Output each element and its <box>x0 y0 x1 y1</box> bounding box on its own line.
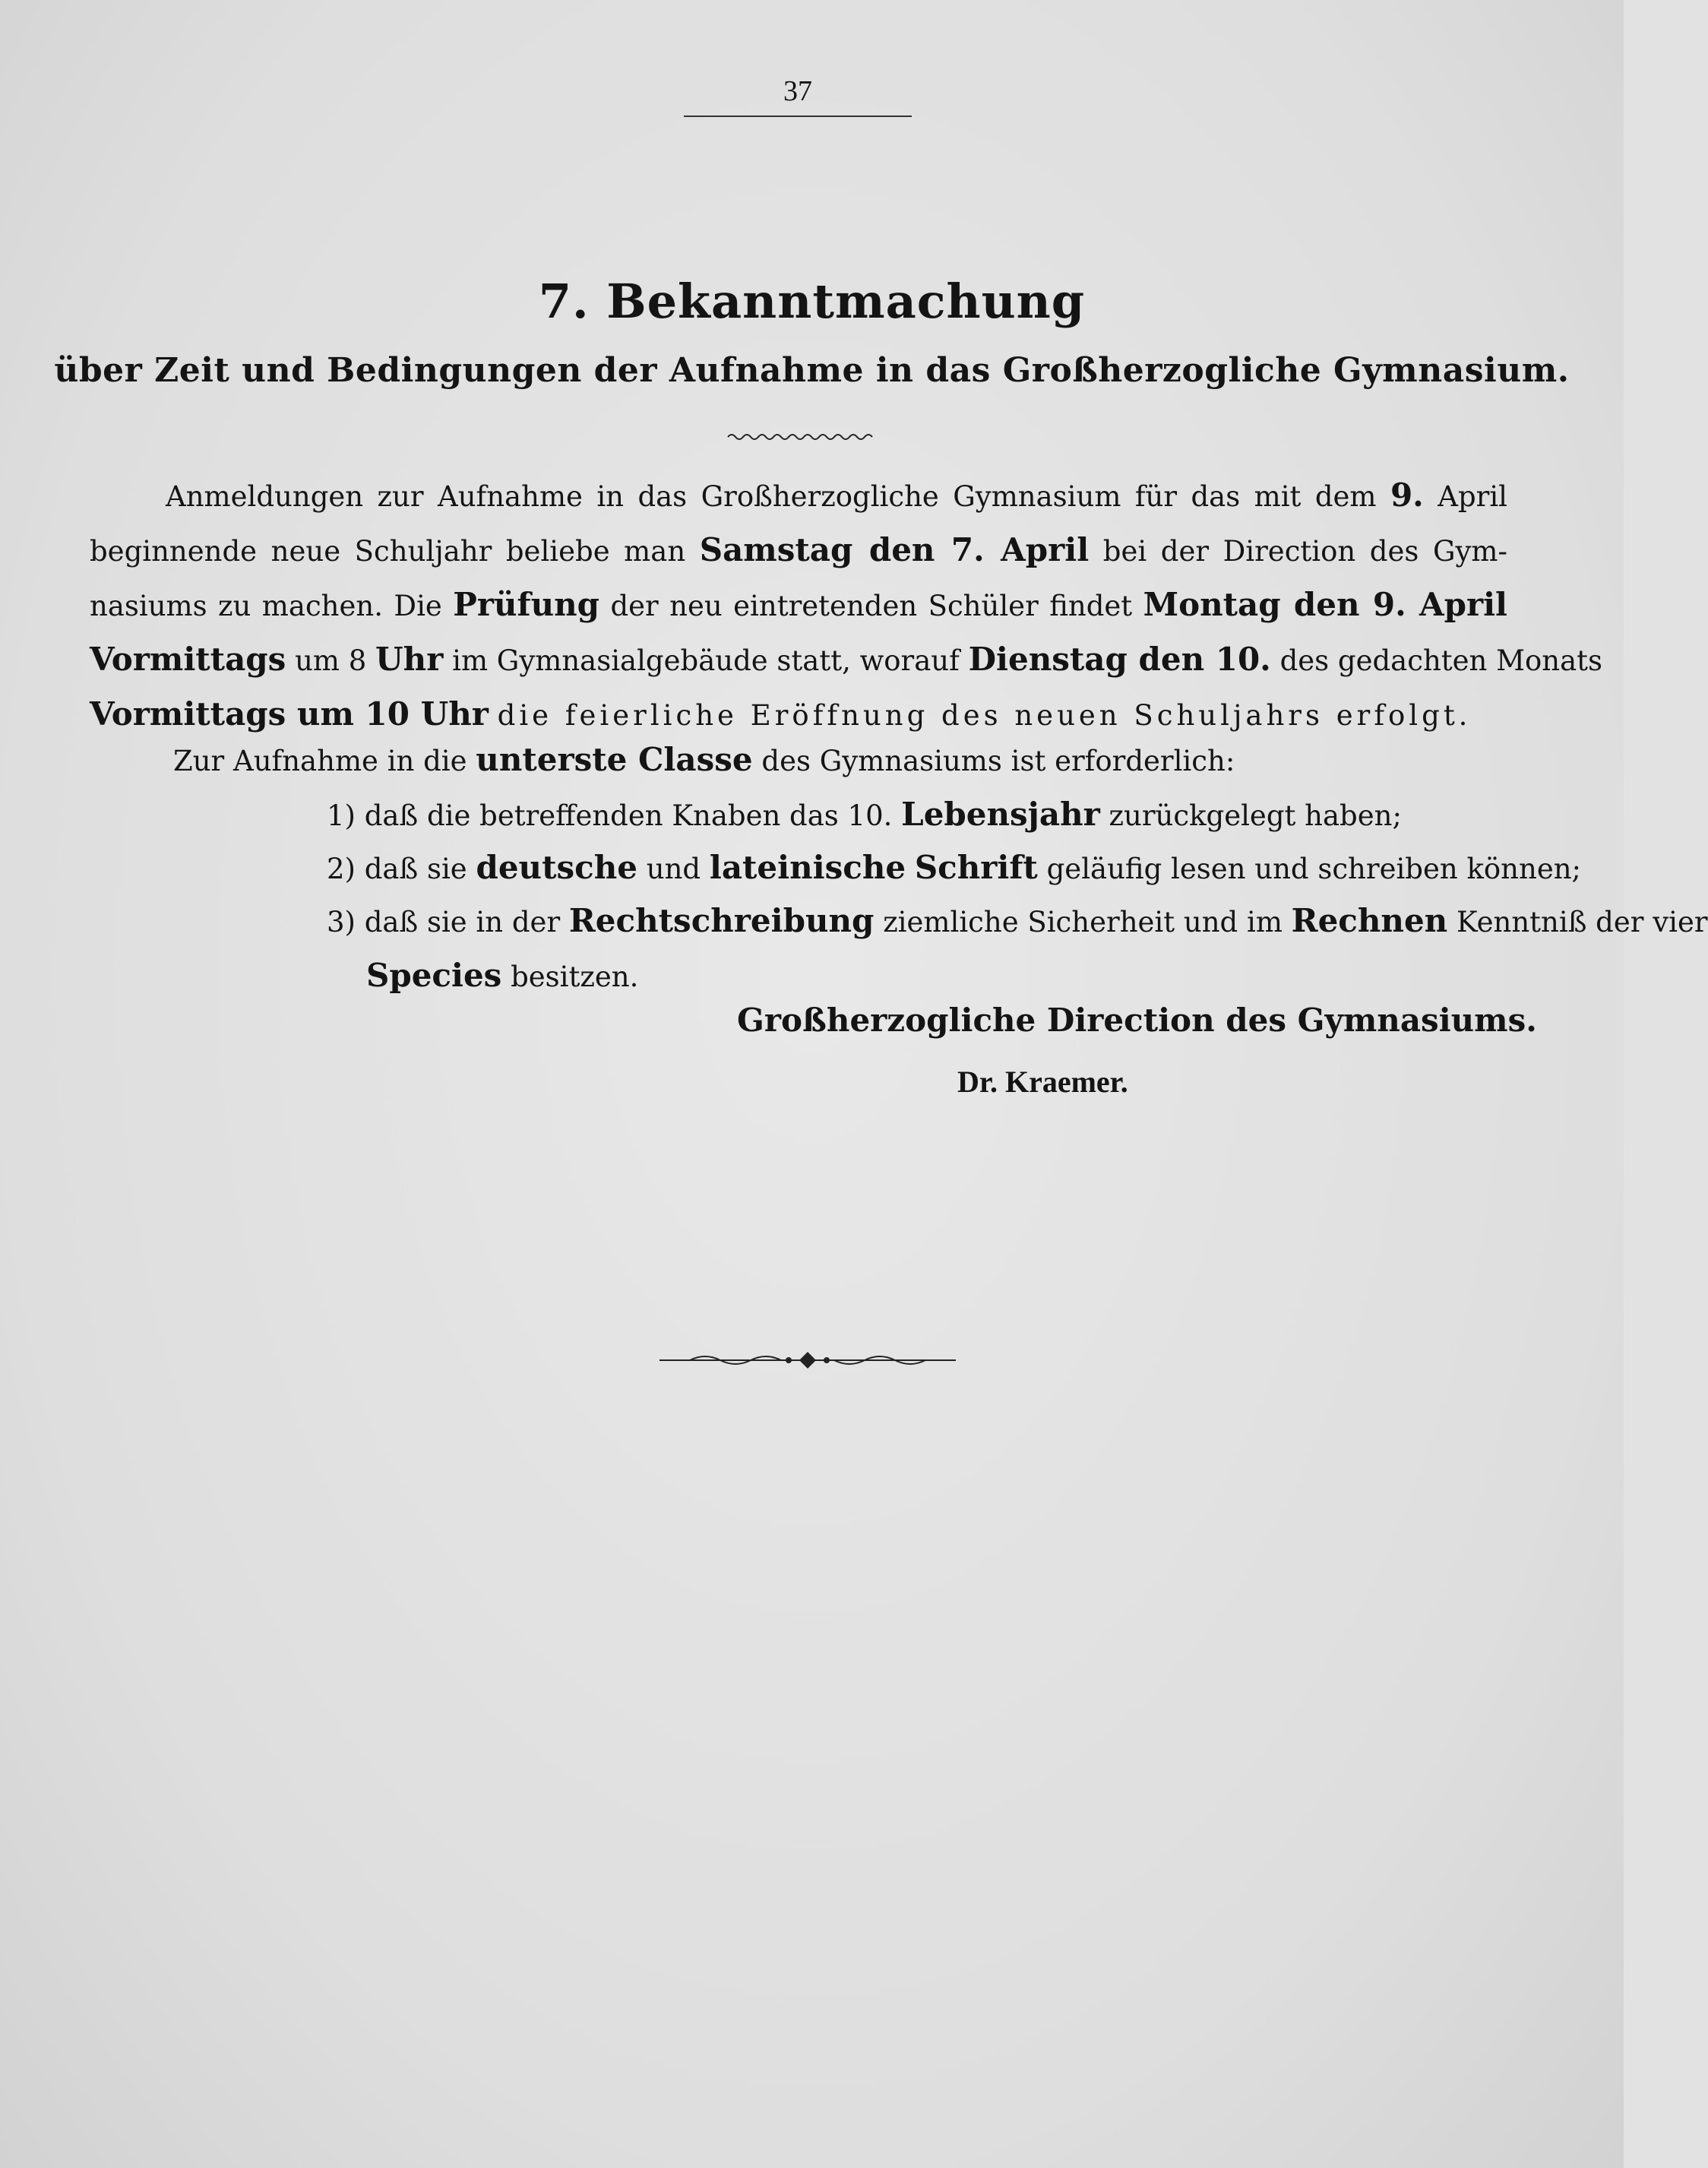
bold-term: Vormittags <box>90 641 286 678</box>
requirements-intro <box>173 733 1235 789</box>
text-run: Anmeldungen zur Aufnahme in das Großherzogliche Gymnasium für das mit dem <box>166 480 1377 513</box>
wave-divider-icon <box>728 432 872 442</box>
bold-term: deutsche <box>476 849 637 886</box>
bold-date: 9. <box>1390 476 1424 514</box>
paragraph-line-3 <box>90 578 1507 632</box>
paragraph-line-4 <box>90 632 1603 687</box>
bold-date: Samstag den 7. April <box>699 531 1090 568</box>
text-run: um 8 <box>295 644 367 677</box>
text-run: der neu eintretenden Schüler findet <box>610 590 1133 622</box>
page-subtitle: über Zeit und Bedingungen der Aufnahme in das Großherzogliche Gymnasium. <box>54 351 1570 390</box>
page-title: 7. Bekanntmachung <box>538 274 1086 329</box>
text-run: 3) daß sie in der <box>327 906 561 938</box>
requirement-1 <box>327 787 1402 843</box>
bold-date: Montag den 9. April <box>1143 586 1507 623</box>
bold-term: Rechnen <box>1291 902 1448 939</box>
text-run: Zur Aufnahme in die <box>173 745 467 777</box>
bold-term: Uhr <box>375 641 444 678</box>
bold-term: lateinische <box>709 849 906 886</box>
text-run: nasiums zu machen. Die <box>90 590 442 622</box>
text-run: beginnende neue Schuljahr beliebe man <box>90 535 686 568</box>
text-run: besitzen. <box>511 961 639 993</box>
bold-date: Dienstag den 10. <box>968 641 1271 678</box>
text-run: und <box>646 853 701 885</box>
text-run: die feierliche Eröffnung des neuen Schuljahrs erfolgt. <box>497 699 1472 732</box>
text-run: 1) daß die betreffenden Knaben das 10. <box>327 799 893 832</box>
bold-term: Species <box>366 957 502 994</box>
text-run: des Gymnasiums ist erforderlich: <box>761 745 1235 777</box>
requirement-3 <box>327 894 1708 1003</box>
bold-term: Prüfung <box>453 586 600 623</box>
text-run: 2) daß sie <box>327 853 467 885</box>
paragraph-line-1 <box>90 468 1507 523</box>
text-run: geläufig lesen und schreiben können; <box>1046 853 1582 885</box>
paragraph-line-2 <box>90 523 1507 578</box>
bold-term: unterste Classe <box>476 741 753 778</box>
requirement-2 <box>327 840 1581 897</box>
page-number: 37 <box>783 75 812 107</box>
bold-date: Vormittags um 10 Uhr <box>90 695 489 733</box>
text-run: Kenntniß der vier <box>1456 906 1708 938</box>
text-run: zurückgelegt haben; <box>1109 799 1402 832</box>
text-run: des gedachten Monats <box>1279 644 1603 677</box>
ornamental-divider-icon <box>659 1349 956 1372</box>
requirement-3-line-1 <box>327 894 1708 948</box>
text-run: im Gymnasialgebäude statt, worauf <box>452 644 960 677</box>
text-run: bei der Direction des Gym- <box>1102 535 1508 568</box>
bold-term: Schrift <box>914 849 1038 886</box>
text-run: ziemliche Sicherheit und im <box>883 906 1283 938</box>
header-rule <box>684 116 912 117</box>
main-paragraph <box>90 468 1603 742</box>
bold-term: Rechtschreibung <box>568 902 875 939</box>
requirement-3-line-2 <box>327 948 1507 1003</box>
signature-institution: Großherzogliche Direction des Gymnasiums. <box>737 1002 1537 1039</box>
bold-term: Lebensjahr <box>901 796 1100 833</box>
text-run: April <box>1438 480 1508 513</box>
signer-name: Dr. Kraemer. <box>957 1065 1128 1099</box>
